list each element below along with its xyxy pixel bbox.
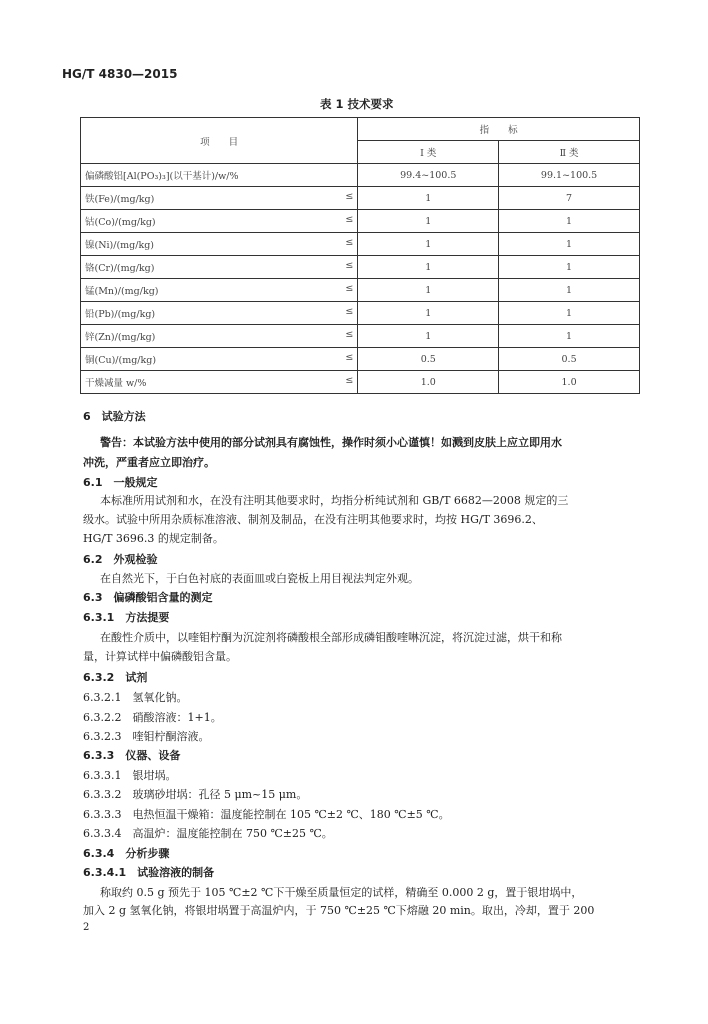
- warning-line-1: 警告：本试验方法中使用的部分试剂具有腐蚀性，操作时须小心谨慎！如溅到皮肤上应立即用水: [100, 436, 562, 449]
- row-class2-value: 1: [499, 233, 640, 256]
- row-class1-value: 1: [358, 210, 499, 233]
- row-item-label: 铬(Cr)/(mg/kg): [85, 263, 155, 274]
- item-6-3-2-3: 6.3.2.3 喹钼柠酮溶液。: [83, 730, 210, 743]
- row-class2-value: 1: [499, 302, 640, 325]
- section-6-1-heading: 6.1 一般规定: [83, 476, 158, 489]
- row-operator: ≤: [345, 283, 354, 294]
- standard-code: HG/T 4830—2015: [62, 67, 178, 81]
- row-item-cell: [81, 164, 358, 187]
- section-6-3-heading: 6.3 偏磷酸铝含量的测定: [83, 591, 213, 604]
- section-6-3-2-heading: 6.3.2 试剂: [83, 671, 148, 684]
- row-item-cell: [81, 371, 358, 394]
- warning-line-2: 冲洗，严重者应立即治疗。: [83, 456, 215, 469]
- table-caption: 表 1 技术要求: [320, 97, 394, 111]
- para-6-2: 在自然光下，于白色衬底的表面皿或白瓷板上用目视法判定外观。: [100, 572, 419, 585]
- row-item-label: 铜(Cu)/(mg/kg): [85, 355, 157, 366]
- row-class1-value: 99.4~100.5: [358, 164, 499, 187]
- item-6-3-3-2: 6.3.3.2 玻璃砂坩埚：孔径 5 μm~15 μm。: [83, 788, 308, 801]
- row-item-cell: [81, 302, 358, 325]
- row-operator: ≤: [345, 260, 354, 271]
- table-row: [81, 164, 640, 187]
- row-operator: ≤: [345, 306, 354, 317]
- table-row: [81, 256, 640, 279]
- page-number: 2: [83, 922, 90, 933]
- table-header-row: [81, 118, 640, 141]
- row-operator: ≤: [345, 237, 354, 248]
- row-item-cell: [81, 279, 358, 302]
- section-6-3-4-1-heading: 6.3.4.1 试验溶液的制备: [83, 866, 215, 879]
- table-row: [81, 210, 640, 233]
- table-row: [81, 302, 640, 325]
- item-6-3-3-3: 6.3.3.3 电热恒温干燥箱：温度能控制在 105 ℃±2 ℃、180 ℃±5 ℃。: [83, 808, 450, 821]
- row-operator: ≤: [345, 352, 354, 363]
- row-class1-value: 1: [358, 187, 499, 210]
- para-6-1-line-2: 级水。试验中所用杂质标准溶液、制剂及制品，在没有注明其他要求时，均按 HG/T 3696.2、: [83, 513, 543, 526]
- table-row: [81, 187, 640, 210]
- row-item-label: 钴(Co)/(mg/kg): [85, 217, 156, 228]
- row-class1-value: 1: [358, 325, 499, 348]
- row-item-cell: [81, 210, 358, 233]
- row-operator: ≤: [345, 329, 354, 340]
- row-class1-value: 1: [358, 233, 499, 256]
- row-item-label: 镍(Ni)/(mg/kg): [85, 240, 155, 251]
- header-index: 指 标: [358, 118, 640, 141]
- item-6-3-2-1: 6.3.2.1 氢氧化钠。: [83, 691, 188, 704]
- para-6-1-line-1: 本标准所用试剂和水，在没有注明其他要求时，均指分析纯试剂和 GB/T 6682—2008 规定的三: [100, 494, 569, 507]
- item-6-3-2-2: 6.3.2.2 硝酸溶液：1+1。: [83, 711, 222, 724]
- table-row: [81, 348, 640, 371]
- table-row: [81, 233, 640, 256]
- section-6-heading: 6 试验方法: [83, 410, 146, 423]
- row-item-cell: [81, 187, 358, 210]
- row-class1-value: 0.5: [358, 348, 499, 371]
- row-item-cell: [81, 348, 358, 371]
- row-class2-value: 1: [499, 210, 640, 233]
- table-row: [81, 371, 640, 394]
- section-6-3-3-heading: 6.3.3 仪器、设备: [83, 749, 181, 762]
- item-6-3-3-1: 6.3.3.1 银坩埚。: [83, 769, 177, 782]
- para-6-3-1-line-2: 量，计算试样中偏磷酸铝含量。: [83, 650, 237, 663]
- header-class2: Ⅱ 类: [499, 141, 640, 164]
- row-class2-value: 7: [499, 187, 640, 210]
- row-item-label: 铁(Fe)/(mg/kg): [85, 194, 155, 205]
- table-row: [81, 279, 640, 302]
- para-6-3-4-1-line-2: 加入 2 g 氢氧化钠，将银坩埚置于高温炉内，于 750 ℃±25 ℃下熔融 20 min。取出，冷却，置于 200: [83, 904, 595, 917]
- header-class1: Ⅰ 类: [358, 141, 499, 164]
- row-operator: ≤: [345, 214, 354, 225]
- row-item-label: 铅(Pb)/(mg/kg): [85, 309, 156, 320]
- row-operator: ≤: [345, 191, 354, 202]
- row-item-label: 偏磷酸铝[Al(PO₃)₃](以干基计)/w/%: [85, 171, 239, 182]
- row-class2-value: 99.1~100.5: [499, 164, 640, 187]
- row-class1-value: 1: [358, 256, 499, 279]
- table-row: [81, 325, 640, 348]
- row-class1-value: 1: [358, 279, 499, 302]
- section-6-2-heading: 6.2 外观检验: [83, 553, 158, 566]
- row-item-label: 锰(Mn)/(mg/kg): [85, 286, 159, 297]
- row-class2-value: 1: [499, 325, 640, 348]
- row-class2-value: 1: [499, 256, 640, 279]
- row-class1-value: 1.0: [358, 371, 499, 394]
- section-6-3-4-heading: 6.3.4 分析步骤: [83, 847, 170, 860]
- row-item-label: 干燥减量 w/%: [85, 378, 147, 389]
- para-6-3-4-1-line-1: 称取约 0.5 g 预先于 105 ℃±2 ℃下干燥至质量恒定的试样，精确至 0.000 2 g，置于银坩埚中，: [100, 886, 583, 899]
- item-6-3-3-4: 6.3.3.4 高温炉：温度能控制在 750 ℃±25 ℃。: [83, 827, 333, 840]
- row-operator: ≤: [345, 375, 354, 386]
- row-class1-value: 1: [358, 302, 499, 325]
- para-6-1-line-3: HG/T 3696.3 的规定制备。: [83, 532, 224, 545]
- row-item-cell: [81, 325, 358, 348]
- row-item-label: 锌(Zn)/(mg/kg): [85, 332, 156, 343]
- para-6-3-1-line-1: 在酸性介质中，以喹钼柠酮为沉淀剂将磷酸根全部形成磷钼酸喹啉沉淀，将沉淀过滤，烘干和称: [100, 631, 562, 644]
- section-6-3-1-heading: 6.3.1 方法提要: [83, 611, 170, 624]
- header-item: 项 目: [81, 118, 358, 164]
- row-class2-value: 1: [499, 279, 640, 302]
- row-item-cell: [81, 256, 358, 279]
- row-class2-value: 0.5: [499, 348, 640, 371]
- row-item-cell: [81, 233, 358, 256]
- row-class2-value: 1.0: [499, 371, 640, 394]
- spec-table: [80, 117, 640, 394]
